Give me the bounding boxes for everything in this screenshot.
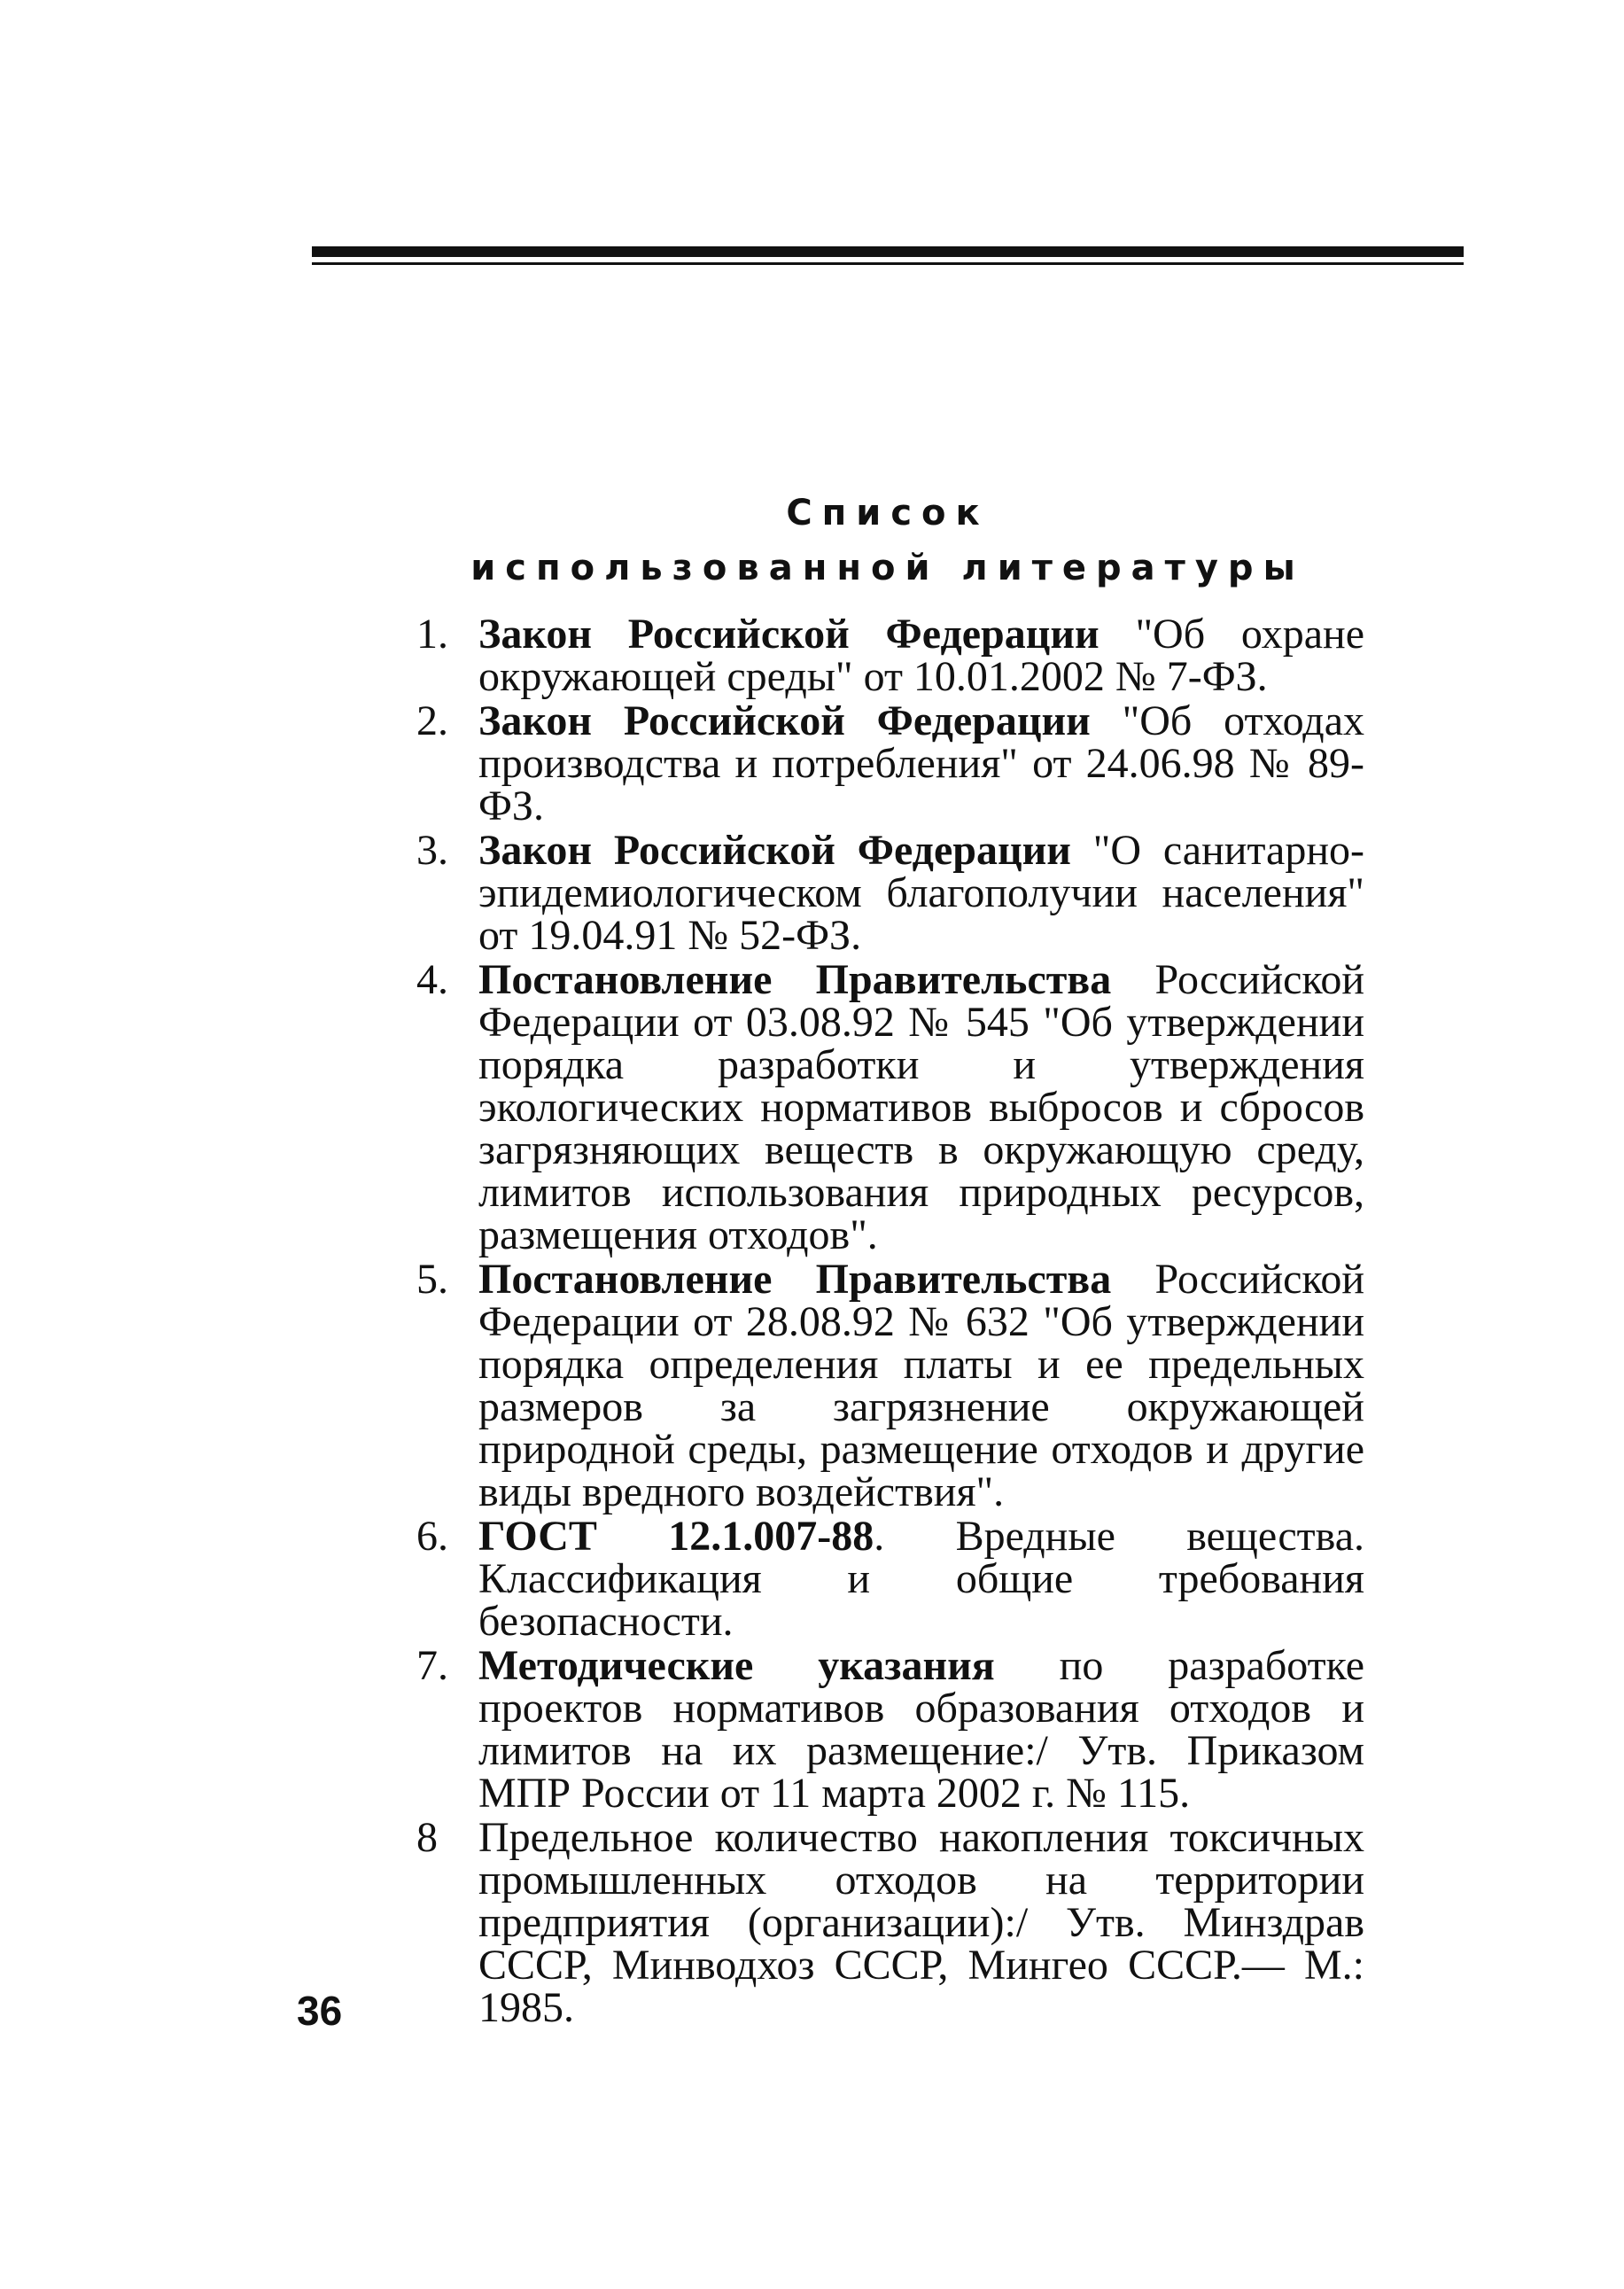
reference-list — [416, 613, 1364, 2031]
top-rule-thick — [312, 246, 1464, 257]
reference-text: "Об отходах производства и потребления" от 24.06.98 № 89-ФЗ. — [478, 697, 1364, 829]
reference-item — [416, 1515, 1364, 1643]
reference-item — [416, 1814, 1364, 2031]
reference-item — [416, 956, 1364, 1258]
reference-text: Российской Федерации от 28.08.92 № 632 "Об утверждении порядка определения платы и ее предельных размеров за загрязнение окружающей природной среды, размещение отходов и другие виды вредного воздействия". — [478, 1256, 1364, 1515]
reference-text: "Об охране окружающей среды" от 10.01.2002 № 7-ФЗ. — [478, 611, 1364, 700]
reference-number: 3. — [416, 827, 448, 874]
reference-text: . Вредные вещества. Классификация и общие требования безопасности. — [478, 1513, 1364, 1645]
reference-bold: Методические указания — [478, 1642, 995, 1689]
top-rule-thin — [312, 262, 1464, 265]
reference-number: 1. — [416, 611, 448, 658]
reference-text: "О санитарно-эпидемиологическом благополучии населения" от 19.04.91 № 52-ФЗ. — [478, 827, 1364, 959]
page-number: 36 — [297, 1988, 343, 2034]
reference-number: 8 — [416, 1814, 438, 1861]
reference-item — [416, 697, 1364, 829]
heading-line-1: Список — [786, 493, 990, 533]
reference-item — [416, 613, 1364, 698]
reference-item — [416, 1258, 1364, 1514]
reference-text: Российской Федерации от 03.08.92 № 545 "Об утверждении порядка разработки и утверждения экологических нормативов выбросов и сбросов загрязняющих веществ в окружающую среду, лимитов использования природных ресурсов, размещения отходов". — [478, 956, 1364, 1258]
reference-number: 2. — [416, 697, 448, 744]
reference-number: 6. — [416, 1513, 448, 1560]
reference-bold: Постановление Правительства — [478, 956, 1112, 1003]
reference-number: 5. — [416, 1256, 448, 1303]
reference-text: по разработке проектов нормативов образования отходов и лимитов на их размещение:/ Утв. Приказом МПР России от 11 марта 2002 г. № 115. — [478, 1642, 1365, 1817]
reference-item — [416, 829, 1364, 957]
reference-item — [416, 1642, 1365, 1817]
reference-number: 7. — [416, 1642, 448, 1689]
reference-text: Предельное количество накопления токсичных промышленных отходов на территории предприятия (организации):/ Утв. Минздрав СССР, Минводхоз СССР, Мингео СССР.— М.: 1985. — [478, 1814, 1364, 2031]
reference-bold: ГОСТ 12.1.007-88 — [478, 1513, 874, 1560]
reference-bold: Постановление Правительства — [478, 1256, 1112, 1303]
bibliography-heading — [312, 486, 1464, 596]
heading-line-2: использованной литературы — [470, 548, 1305, 588]
top-rule — [312, 246, 1464, 265]
reference-number: 4. — [416, 956, 448, 1003]
reference-bold: Закон Российской Федерации — [478, 827, 1071, 874]
reference-bold: Закон Российской Федерации — [478, 611, 1100, 658]
reference-bold: Закон Российской Федерации — [478, 697, 1091, 744]
